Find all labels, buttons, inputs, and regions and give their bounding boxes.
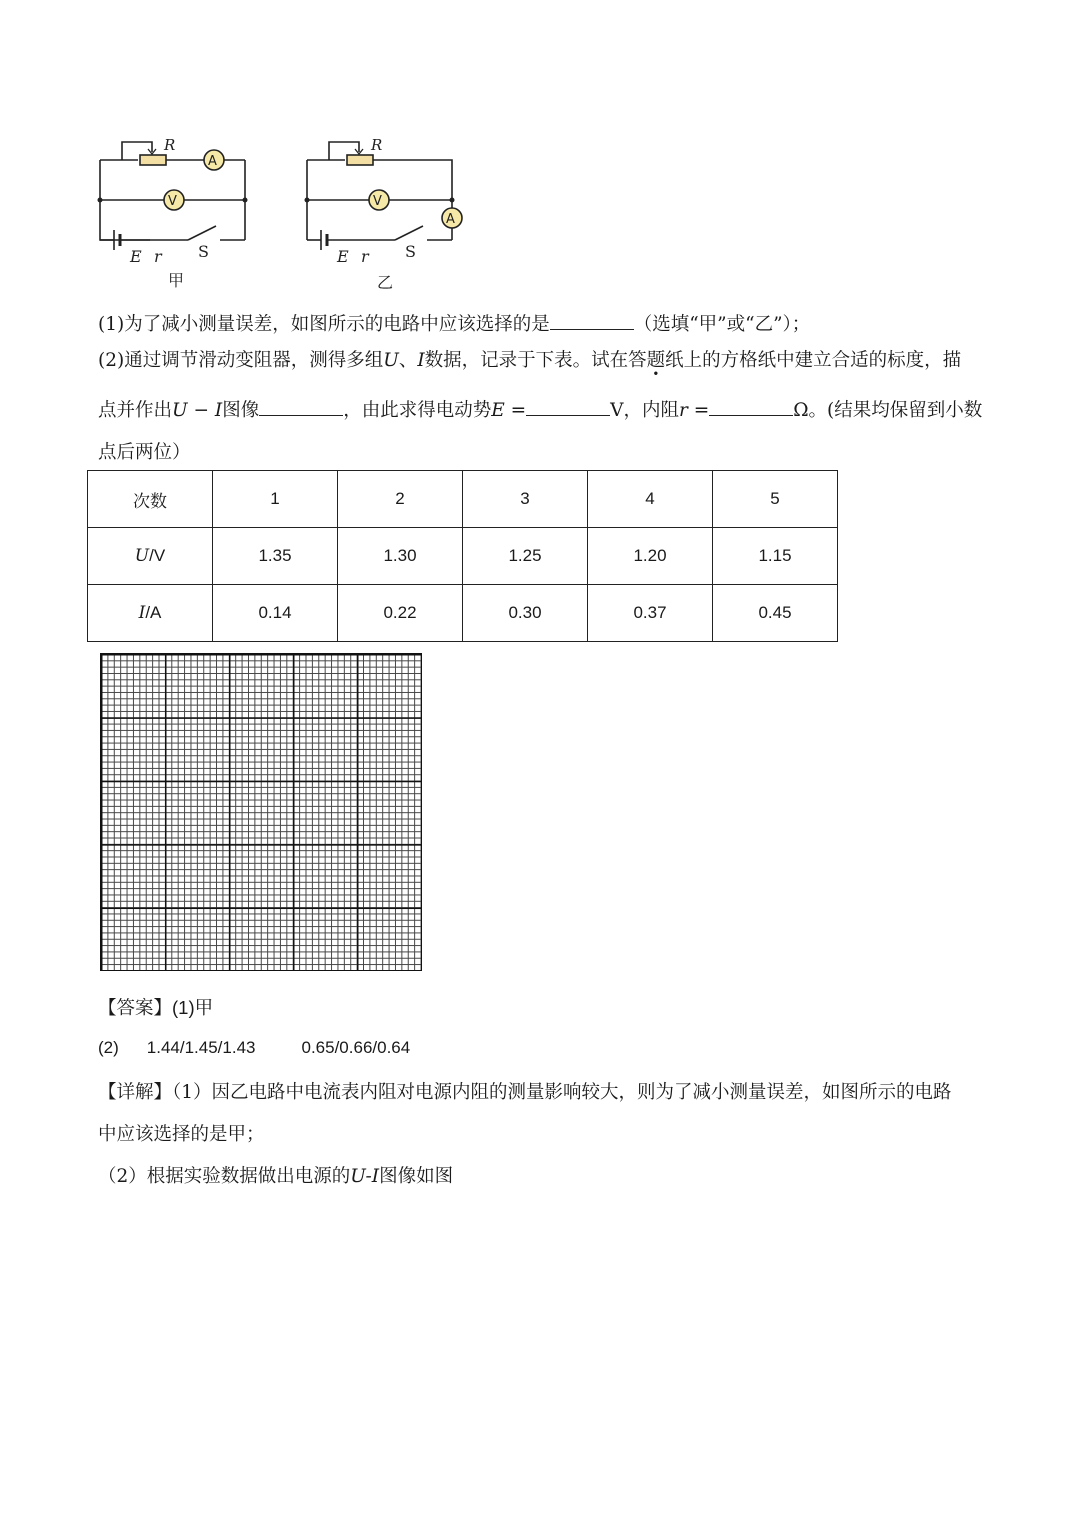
table-cell: 0.45 [713, 585, 838, 642]
table-cell: 1.35 [213, 528, 338, 585]
table-cell: 1.25 [463, 528, 588, 585]
table-cell: 5 [713, 471, 838, 528]
answer-line-1 [98, 994, 213, 1020]
question-2-line-2 [98, 396, 982, 422]
graph-paper[interactable] [100, 653, 422, 971]
question-2-line-1 [98, 346, 961, 372]
detail-line-1 [98, 1078, 952, 1104]
q2-text: (2)通过调节滑动变阻器，测得多组 [98, 350, 384, 371]
q2-text: 数据，记录于下表。试在 [424, 350, 629, 371]
detail-line-3 [98, 1162, 453, 1188]
ammeter-label: A [208, 154, 217, 169]
q2-emphasis: 答题纸 [628, 350, 684, 371]
q1-prefix: (1)为了减小测量误差，如图所示的电路中应该选择的是 [98, 314, 550, 335]
detail-line-2: 中应该选择的是甲； [98, 1124, 265, 1145]
detail-text: （1）因乙电路中电流表内阻对电源内阻的测量影响较大，则为了减小测量误差，如图所示的电路 [172, 1082, 952, 1103]
table-row-label [88, 528, 213, 585]
r-answer-blank[interactable] [709, 397, 793, 416]
u-var: U [134, 546, 150, 566]
table-cell: 1.15 [713, 528, 838, 585]
circuit-diagrams [90, 130, 480, 295]
answer-2-num: (2) [98, 1038, 119, 1057]
detail-text: （2）根据实验数据做出电源的 [98, 1166, 351, 1187]
question-2-line-3: 点后两位） [98, 442, 191, 463]
table-row-label [88, 585, 213, 642]
emf-label-yi: E [337, 247, 349, 266]
q2-sep: 、 [398, 350, 418, 371]
i-unit: /A [145, 603, 162, 622]
emf-label: E [130, 247, 142, 266]
q2-text: 图像 [222, 400, 260, 421]
circuit-yi [307, 142, 462, 250]
table-cell: 1.30 [338, 528, 463, 585]
detail-tag: 【详解】 [98, 1082, 173, 1103]
answer-2-r: 0.65/0.66/0.64 [301, 1038, 411, 1057]
q2-text: V，内阻 [610, 400, 679, 421]
caption-yi: 乙 [377, 273, 394, 292]
q1-suffix: （选填“甲”或“乙”）； [633, 314, 811, 335]
question-1 [98, 310, 810, 336]
q2-r-symbol: r = [678, 400, 710, 421]
ammeter-label-yi: A [446, 212, 455, 227]
graph-answer-blank[interactable] [259, 397, 343, 416]
table-row [88, 471, 838, 528]
resistor-label: R [164, 136, 176, 154]
table-cell: 4 [588, 471, 713, 528]
q2-ui: U − I [172, 400, 223, 421]
table-row [88, 585, 838, 642]
answer-tag: 【答案】 [98, 998, 173, 1019]
q2-emf-symbol: E = [491, 400, 527, 421]
table-cell: 0.30 [463, 585, 588, 642]
table-cell: 次数 [88, 471, 213, 528]
emf-answer-blank[interactable] [526, 397, 610, 416]
q2-text: ，由此求得电动势 [343, 400, 492, 421]
answer-line-2 [98, 1038, 410, 1058]
internal-r-label-yi: r [361, 247, 369, 266]
table-cell: 0.22 [338, 585, 463, 642]
switch-label-yi: S [405, 242, 416, 261]
table-cell: 0.14 [213, 585, 338, 642]
table-cell: 2 [338, 471, 463, 528]
q1-answer-blank[interactable] [550, 311, 634, 330]
q2-var-u: U [383, 350, 399, 371]
detail-text: 图像如图 [379, 1166, 454, 1187]
resistor-label-yi: R [371, 136, 383, 154]
table-cell: 3 [463, 471, 588, 528]
answer-2-emf: 1.44/1.45/1.43 [146, 1038, 256, 1057]
q2-text: Ω。(结果均保留到小数 [793, 400, 983, 421]
switch-label: S [198, 242, 209, 261]
internal-r-label: r [154, 247, 162, 266]
q2-var-i: I [417, 350, 425, 371]
answer-1: (1)甲 [172, 997, 214, 1018]
q2-text: 上的方格纸中建立合适的标度，描 [683, 350, 962, 371]
i-var: I [138, 603, 146, 623]
detail-ui: U-I [350, 1166, 380, 1187]
table-cell: 1 [213, 471, 338, 528]
table-cell: 0.37 [588, 585, 713, 642]
data-table [87, 470, 838, 642]
voltmeter-label-yi: V [373, 194, 382, 209]
caption-jia: 甲 [168, 271, 185, 290]
table-cell: 1.20 [588, 528, 713, 585]
u-unit: /V [149, 546, 166, 565]
voltmeter-label: V [168, 194, 177, 209]
q2-text: 点并作出 [98, 400, 173, 421]
table-row [88, 528, 838, 585]
